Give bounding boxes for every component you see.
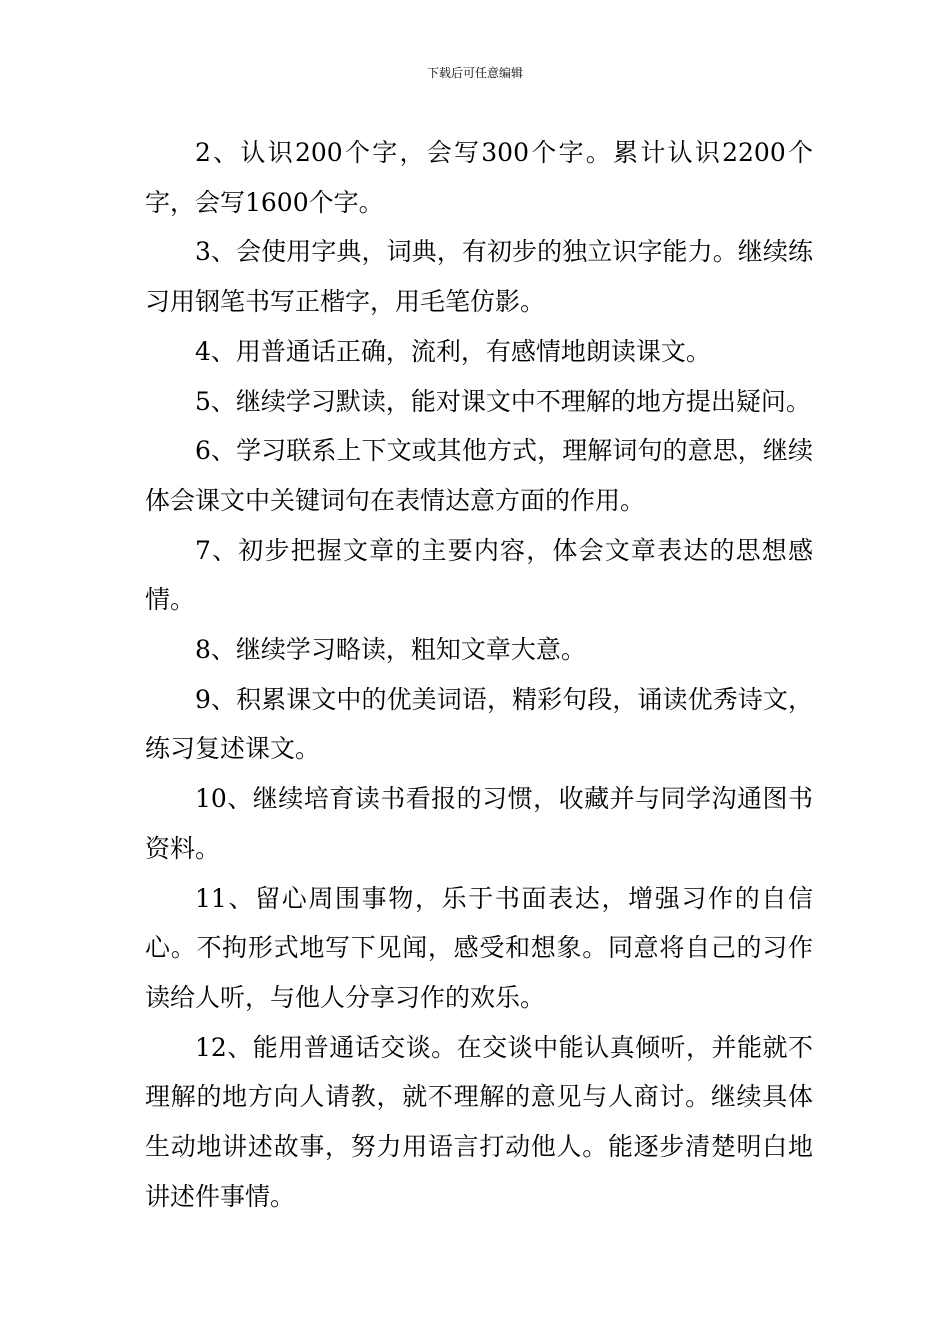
- objective-item-6: 6、学习联系上下文或其他方式，理解词句的意思，继续体会课文中关键词句在表情达意方面的作用。: [145, 436, 813, 515]
- objective-item-5: 5、继续学习默读，能对课文中不理解的地方提出疑问。: [195, 386, 811, 416]
- objective-item-2: 2、认识200个字，会写300个字。累计认识2200个字，会写1600个字。: [145, 138, 813, 217]
- objective-item-9: 9、积累课文中的优美词语，精彩句段，诵读优秀诗文，练习复述课文。: [145, 684, 813, 764]
- objective-item-12: 12、能用普通话交谈。在交谈中能认真倾听，并能就不理解的地方向人请教，就不理解的意见与人商讨。继续具体生动地讲述故事，努力用语言打动他人。能逐步清楚明白地讲述件事情。: [145, 1032, 813, 1211]
- objective-item-7: 7、初步把握文章的主要内容，体会文章表达的思想感情。: [145, 535, 813, 615]
- objective-item-11: 11、留心周围事物，乐于书面表达，增强习作的自信心。不拘形式地写下见闻，感受和想象。同意将自己的习作读给人听，与他人分享习作的欢乐。: [145, 883, 813, 1012]
- objective-item-3: 3、会使用字典，词典，有初步的独立识字能力。继续练习用钢笔书写正楷字，用毛笔仿影。: [145, 237, 813, 317]
- objective-item-4: 4、用普通话正确，流利，有感情地朗读课文。: [195, 336, 711, 366]
- objective-item-8: 8、继续学习略读，粗知文章大意。: [195, 635, 586, 665]
- page-header-note: 下载后可任意编辑: [426, 66, 523, 80]
- objective-item-10: 10、继续培育读书看报的习惯，收藏并与同学沟通图书资料。: [145, 784, 813, 863]
- objectives-list: [145, 128, 813, 1221]
